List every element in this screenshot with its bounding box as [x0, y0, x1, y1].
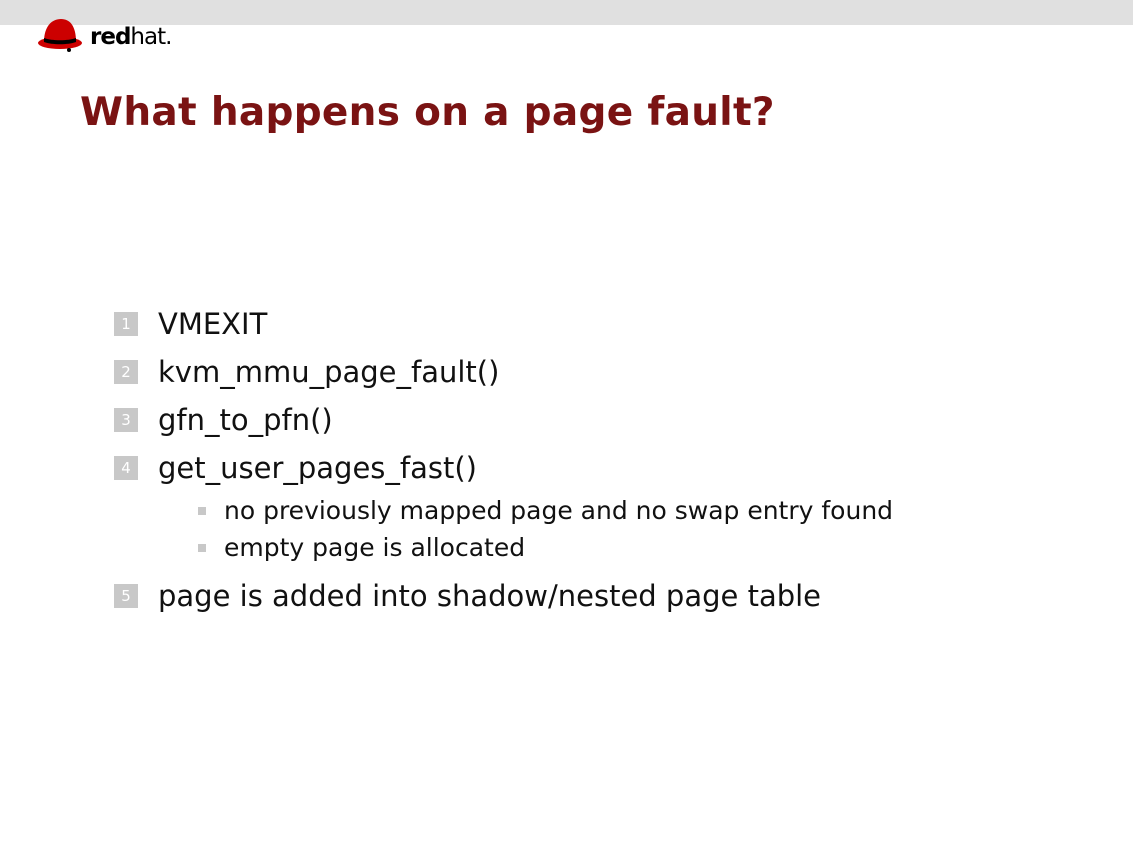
item-number: 2 [114, 360, 138, 384]
sub-list-item [198, 529, 893, 566]
item-text: kvm_mmu_page_fault() [158, 355, 500, 389]
sub-item-text: no previously mapped page and no swap entry found [224, 496, 894, 525]
item-number: 4 [114, 456, 138, 480]
item-text: get_user_pages_fast() [158, 451, 477, 485]
item-number: 1 [114, 312, 138, 336]
list-item [114, 348, 893, 396]
item-number: 5 [114, 584, 138, 608]
sub-list [114, 492, 893, 566]
slide-title: What happens on a page fault? [80, 90, 775, 135]
bullet-marker [198, 544, 206, 552]
steps-list [114, 300, 893, 620]
list-item [114, 396, 893, 444]
item-text: page is added into shadow/nested page table [158, 579, 822, 613]
redhat-logo [36, 16, 171, 52]
list-item [114, 300, 893, 348]
sub-item-text: empty page is allocated [224, 533, 526, 562]
item-text: gfn_to_pfn() [158, 403, 333, 437]
list-item [114, 572, 893, 620]
sub-list-item [198, 492, 893, 529]
list-item [114, 444, 893, 572]
logo-wordmark: redhat. [90, 24, 172, 50]
shadowman-hat-icon [36, 16, 86, 52]
item-text: VMEXIT [158, 307, 268, 341]
item-number: 3 [114, 408, 138, 432]
bullet-marker [198, 507, 206, 515]
